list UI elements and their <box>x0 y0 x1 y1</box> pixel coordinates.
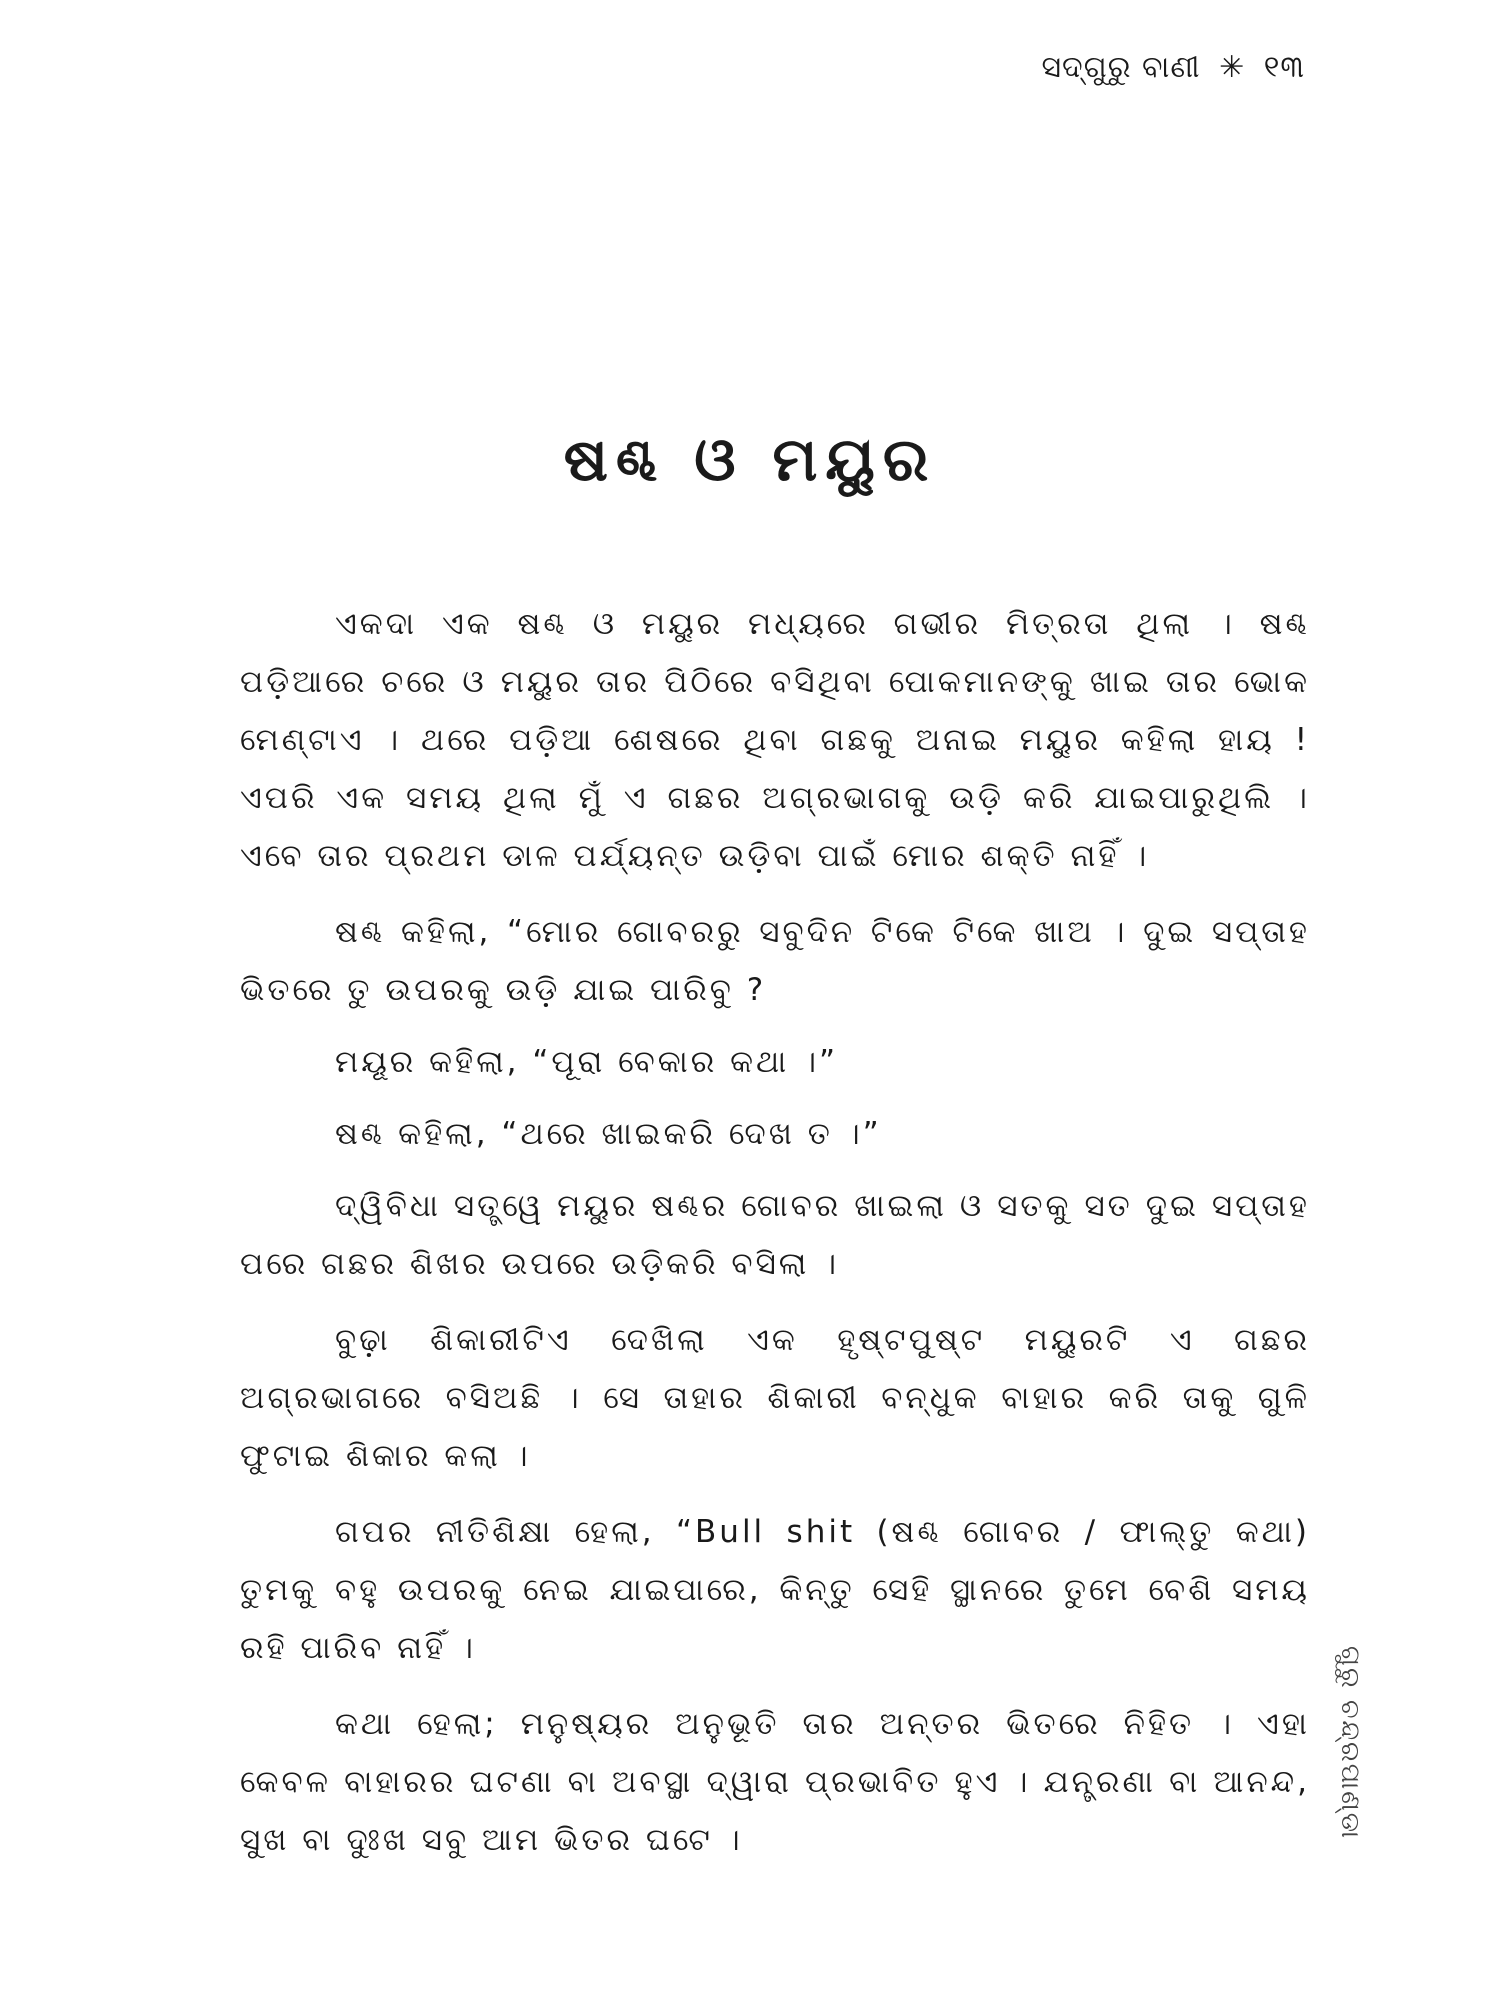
chapter-body <box>240 595 1310 1887</box>
paragraph: ବୁଢ଼ା ଶିକାରୀଟିଏ ଦେଖିଲା ଏକ ହୃଷ୍ଟପୁଷ୍ଟ ମୟୁରଟି ଏ ଗଛର ଅଗ୍ରଭାଗରେ ବସିଅଛି । ସେ ତାହାର ଶିକାରୀ ବନ୍ଧୁକ ବାହାର କରି ତାକୁ ଗୁଳି ଫୁଟାଇ ଶିକାର କଲା । <box>240 1322 1310 1474</box>
paragraph: କଥା ହେଲା; ମନୁଷ୍ୟର ଅନୁଭୂତି ତାର ଅନ୍ତର ଭିତରେ ନିହିତ । ଏହା କେବଳ ବାହାରର ଘଟଣା ବା ଅବସ୍ଥା ଦ୍ୱାରା ପ୍ରଭାବିତ ହୁଏ । ଯନ୍ତ୍ରଣା ବା ଆନନ୍ଦ, ସୁଖ ବା ଦୁଃଖ ସବୁ ଆମ ଭିତର ଘଟେ । <box>240 1706 1310 1858</box>
paragraph: ଷଣ୍ଢ କହିଲା, “ମୋର ଗୋବରରୁ ସବୁଦିନ ଟିକେ ଟିକେ ଖାଅ । ଦୁଇ ସପ୍ତାହ ଭିତରେ ତୁ ଉପରକୁ ଉଡ଼ି ଯାଇ ପାରିବୁ ? <box>240 914 1310 1008</box>
chapter-title: ଷଣ୍ଢ ଓ ମୟୁର <box>563 425 937 495</box>
asterisk-ornament-icon: ✳ <box>1219 50 1246 85</box>
paragraph: ଏକଦା ଏକ ଷଣ୍ଢ ଓ ମୟୁର ମଧ୍ୟରେ ଗଭୀର ମିତ୍ରତା ଥିଲା । ଷଣ୍ଢ ପଡ଼ିଆରେ ଚରେ ଓ ମୟୁର ତାର ପିଠିରେ ବସିଥିବା ପୋକମାନଙ୍କୁ ଖାଇ ତାର ଭୋକ ମେଣ୍ଟାଏ । ଥରେ ପଡ଼ିଆ ଶେଷରେ ଥିବା ଗଛକୁ ଅନାଇ ମୟୁର କହିଲା ହାୟ ! ଏପରି ଏକ ସମୟ ଥିଲା ମୁଁ ଏ ଗଛର ଅଗ୍ରଭାଗକୁ ଉଡ଼ି କରି ଯାଇପାରୁଥିଲି । ଏବେ ତାର ପ୍ରଥମ ଡାଳ ପର୍ଯ୍ୟନ୍ତ ଉଡ଼ିବା ପାଇଁ ମୋର ଶକ୍ତି ନାହିଁ । <box>240 606 1310 874</box>
paragraph: ଗପର ନୀତିଶିକ୍ଷା ହେଲା, “Bull shit (ଷଣ୍ଢ ଗୋବର / ଫାଲ୍‌ତୁ କଥା) ତୁମକୁ ବହୁ ଉପରକୁ ନେଇ ଯାଇପାରେ, କିନ୍ତୁ ସେହି ସ୍ଥାନରେ ତୁମେ ବେଶି ସମୟ ରହି ପାରିବ ନାହିଁ । <box>240 1514 1310 1666</box>
paragraph: ମୟୂର କହିଲା, “ପୂରା ବେକାର କଥା ।” <box>335 1044 839 1080</box>
page-number: ୧୩ <box>1263 50 1305 85</box>
running-header <box>1042 50 1306 85</box>
paragraph: ଷଣ୍ଢ କହିଲା, “ଥରେ ଖାଇକରି ଦେଖ ତ ।” <box>335 1116 882 1152</box>
margin-vertical-mark: ଗୁରୁ ଚନ୍ଦ୍ରପାଣ୍ଡା <box>1335 1646 1365 1840</box>
running-title: ସଦ୍‌ଗୁରୁ ବାଣୀ <box>1041 50 1201 85</box>
paragraph: ଦ୍ୱିବିଧା ସତ୍ତ୍ୱେ ମୟୁର ଷଣ୍ଢର ଗୋବର ଖାଇଲା ଓ ସତକୁ ସତ ଦୁଇ ସପ୍ତାହ ପରେ ଗଛର ଶିଖର ଉପରେ ଉଡ଼ିକରି ବସିଲା । <box>240 1188 1310 1282</box>
